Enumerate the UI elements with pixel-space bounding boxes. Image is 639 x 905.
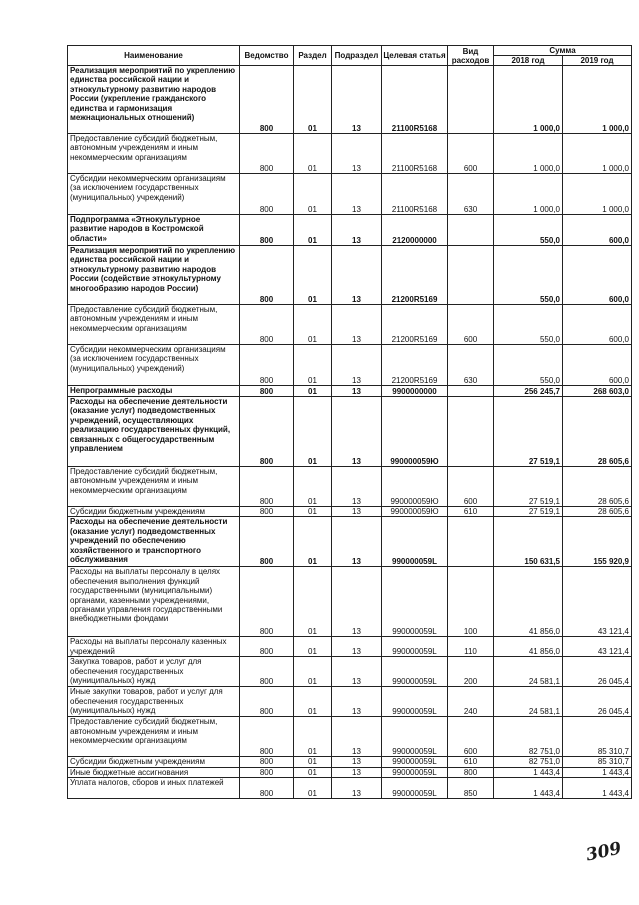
cell-type [448,386,494,397]
cell-name: Уплата налогов, сборов и иных платежей [68,778,240,799]
cell-subsection: 13 [332,305,382,345]
cell-y2019: 43 121,4 [563,567,632,637]
header-2018: 2018 год [494,56,563,66]
cell-section: 01 [294,717,332,757]
cell-type: 850 [448,778,494,799]
cell-dept: 800 [240,134,294,174]
cell-type: 600 [448,467,494,507]
cell-y2018: 82 751,0 [494,757,563,767]
table-row [68,778,632,799]
cell-target: 990000059L [382,567,448,637]
cell-dept: 800 [240,657,294,687]
cell-section: 01 [294,657,332,687]
cell-name: Непрограммные расходы [68,386,240,397]
table-row [68,345,632,386]
cell-name: Субсидии некоммерческим организациям (за исключением государственных (муниципальных) учреждений) [68,174,240,215]
cell-y2019: 28 605,6 [563,507,632,517]
cell-y2018: 41 856,0 [494,567,563,637]
cell-target: 21200R5169 [382,305,448,345]
cell-y2018: 27 519,1 [494,507,563,517]
cell-subsection: 13 [332,246,382,305]
table-row [68,757,632,767]
cell-type [448,517,494,567]
cell-target: 990000059L [382,757,448,767]
header-2019: 2019 год [563,56,632,66]
cell-target: 990000059Ю [382,507,448,517]
cell-target: 990000059L [382,767,448,777]
cell-dept: 800 [240,637,294,657]
table-body [68,66,632,799]
cell-target: 990000059L [382,778,448,799]
cell-dept: 800 [240,305,294,345]
cell-dept: 800 [240,567,294,637]
table-row [68,767,632,777]
cell-name: Субсидии бюджетным учреждениям [68,757,240,767]
header-sum: Сумма [494,46,632,56]
cell-section: 01 [294,134,332,174]
cell-y2019: 600,0 [563,246,632,305]
cell-y2019: 1 000,0 [563,66,632,134]
cell-y2018: 550,0 [494,345,563,386]
cell-dept: 800 [240,467,294,507]
cell-target: 21100R5168 [382,174,448,215]
table-row [68,134,632,174]
cell-subsection: 13 [332,215,382,246]
cell-section: 01 [294,305,332,345]
cell-type: 800 [448,767,494,777]
cell-target: 990000059L [382,517,448,567]
cell-subsection: 13 [332,687,382,717]
cell-section: 01 [294,345,332,386]
cell-y2019: 26 045,4 [563,687,632,717]
cell-name: Иные закупки товаров, работ и услуг для обеспечения государственных (муниципальных) нужд [68,687,240,717]
cell-dept: 800 [240,66,294,134]
table-row [68,687,632,717]
cell-name: Расходы на выплаты персоналу в целях обеспечения выполнения функций государственными (муниципальными) органами, казенными учреждениями, органами управления государственными внебюджетными фондами [68,567,240,637]
cell-section: 01 [294,757,332,767]
table-row [68,215,632,246]
cell-section: 01 [294,517,332,567]
cell-type: 600 [448,305,494,345]
cell-type: 610 [448,507,494,517]
cell-target: 990000059Ю [382,467,448,507]
cell-target: 9900000000 [382,386,448,397]
cell-section: 01 [294,246,332,305]
cell-section: 01 [294,467,332,507]
cell-name: Предоставление субсидий бюджетным, автономным учреждениям и иным некоммерческим организациям [68,134,240,174]
header-dept: Ведомство [240,46,294,66]
cell-dept: 800 [240,717,294,757]
table-row [68,637,632,657]
cell-type: 100 [448,567,494,637]
table-row [68,305,632,345]
cell-y2018: 27 519,1 [494,467,563,507]
cell-subsection: 13 [332,637,382,657]
cell-section: 01 [294,778,332,799]
cell-section: 01 [294,637,332,657]
cell-y2018: 24 581,1 [494,657,563,687]
header-target: Целевая статья [382,46,448,66]
cell-y2018: 27 519,1 [494,397,563,467]
budget-table [67,45,632,799]
cell-dept: 800 [240,345,294,386]
cell-y2019: 268 603,0 [563,386,632,397]
cell-y2018: 24 581,1 [494,687,563,717]
cell-section: 01 [294,174,332,215]
cell-target: 21100R5168 [382,66,448,134]
cell-name: Иные бюджетные ассигнования [68,767,240,777]
cell-type [448,397,494,467]
cell-name: Подпрограмма «Этнокультурное развитие народов в Костромской области» [68,215,240,246]
cell-section: 01 [294,767,332,777]
cell-subsection: 13 [332,757,382,767]
table-row [68,397,632,467]
header-subsection: Подраздел [332,46,382,66]
cell-dept: 800 [240,517,294,567]
cell-subsection: 13 [332,386,382,397]
cell-y2019: 1 000,0 [563,134,632,174]
cell-y2018: 550,0 [494,246,563,305]
cell-name: Предоставление субсидий бюджетным, автономным учреждениям и иным некоммерческим организациям [68,717,240,757]
cell-name: Предоставление субсидий бюджетным, автономным учреждениям и иным некоммерческим организациям [68,467,240,507]
cell-y2019: 28 605,6 [563,397,632,467]
cell-y2018: 1 000,0 [494,174,563,215]
cell-subsection: 13 [332,507,382,517]
table-row [68,567,632,637]
cell-subsection: 13 [332,717,382,757]
cell-y2019: 28 605,6 [563,467,632,507]
cell-subsection: 13 [332,66,382,134]
header-name: Наименование [68,46,240,66]
cell-y2019: 85 310,7 [563,717,632,757]
cell-y2018: 550,0 [494,215,563,246]
cell-name: Расходы на выплаты персоналу казенных учреждений [68,637,240,657]
cell-subsection: 13 [332,517,382,567]
header-type: Вид расходов [448,46,494,66]
cell-section: 01 [294,386,332,397]
cell-y2018: 1 000,0 [494,134,563,174]
cell-y2019: 600,0 [563,215,632,246]
cell-type: 630 [448,174,494,215]
cell-subsection: 13 [332,567,382,637]
cell-y2018: 1 443,4 [494,767,563,777]
cell-type [448,215,494,246]
cell-y2018: 1 443,4 [494,778,563,799]
cell-name: Закупка товаров, работ и услуг для обеспечения государственных (муниципальных) нужд [68,657,240,687]
cell-name: Расходы на обеспечение деятельности (оказание услуг) подведомственных учреждений, осуществляющих реализацию государственных функций, связанных с общегосударственным управлением [68,397,240,467]
cell-dept: 800 [240,215,294,246]
cell-y2018: 41 856,0 [494,637,563,657]
cell-type: 610 [448,757,494,767]
cell-type [448,66,494,134]
cell-target: 2120000000 [382,215,448,246]
cell-section: 01 [294,507,332,517]
cell-dept: 800 [240,687,294,717]
cell-subsection: 13 [332,397,382,467]
cell-name: Реализация мероприятий по укреплению единства российской нации и этнокультурному развитию народов России (укрепление гражданского единства и гармонизация межнациональных отношений) [68,66,240,134]
table-row [68,657,632,687]
cell-section: 01 [294,397,332,467]
cell-dept: 800 [240,757,294,767]
cell-section: 01 [294,215,332,246]
cell-y2018: 150 631,5 [494,517,563,567]
cell-y2019: 26 045,4 [563,657,632,687]
cell-name: Расходы на обеспечение деятельности (оказание услуг) подведомственных учреждений по обеспечению хозяйственного и транспортного обслуживания [68,517,240,567]
cell-subsection: 13 [332,767,382,777]
table-row [68,246,632,305]
cell-subsection: 13 [332,657,382,687]
cell-y2018: 256 245,7 [494,386,563,397]
cell-y2019: 85 310,7 [563,757,632,767]
cell-dept: 800 [240,397,294,467]
cell-target: 21100R5168 [382,134,448,174]
cell-y2019: 43 121,4 [563,637,632,657]
table-row [68,66,632,134]
cell-y2019: 1 443,4 [563,767,632,777]
cell-y2019: 600,0 [563,305,632,345]
page-number: 309 [584,838,624,866]
cell-subsection: 13 [332,174,382,215]
cell-y2019: 600,0 [563,345,632,386]
cell-y2019: 155 920,9 [563,517,632,567]
table-row [68,174,632,215]
cell-y2019: 1 443,4 [563,778,632,799]
cell-name: Реализация мероприятий по укреплению единства российской нации и этнокультурному развитию народов России (содействие этнокультурному многообразию народов России) [68,246,240,305]
cell-dept: 800 [240,778,294,799]
cell-name: Субсидии некоммерческим организациям (за исключением государственных (муниципальных) учреждений) [68,345,240,386]
header-section: Раздел [294,46,332,66]
cell-type: 240 [448,687,494,717]
cell-y2018: 82 751,0 [494,717,563,757]
table-row [68,386,632,397]
cell-target: 21200R5169 [382,246,448,305]
cell-dept: 800 [240,507,294,517]
cell-type: 600 [448,717,494,757]
cell-type: 110 [448,637,494,657]
cell-target: 990000059L [382,687,448,717]
cell-dept: 800 [240,246,294,305]
cell-target: 990000059L [382,657,448,687]
cell-subsection: 13 [332,134,382,174]
cell-y2018: 550,0 [494,305,563,345]
cell-type: 600 [448,134,494,174]
cell-subsection: 13 [332,778,382,799]
cell-type: 200 [448,657,494,687]
cell-dept: 800 [240,767,294,777]
cell-target: 990000059L [382,637,448,657]
cell-type [448,246,494,305]
cell-section: 01 [294,66,332,134]
table-row [68,467,632,507]
cell-subsection: 13 [332,345,382,386]
table-row [68,507,632,517]
cell-name: Предоставление субсидий бюджетным, автономным учреждениям и иным некоммерческим организациям [68,305,240,345]
table-row [68,717,632,757]
cell-section: 01 [294,687,332,717]
budget-table-sheet [67,45,631,799]
cell-target: 21200R5169 [382,345,448,386]
cell-dept: 800 [240,386,294,397]
cell-subsection: 13 [332,467,382,507]
cell-target: 990000059L [382,717,448,757]
cell-target: 990000059Ю [382,397,448,467]
cell-type: 630 [448,345,494,386]
table-row [68,517,632,567]
cell-y2018: 1 000,0 [494,66,563,134]
cell-name: Субсидии бюджетным учреждениям [68,507,240,517]
cell-section: 01 [294,567,332,637]
cell-dept: 800 [240,174,294,215]
cell-y2019: 1 000,0 [563,174,632,215]
